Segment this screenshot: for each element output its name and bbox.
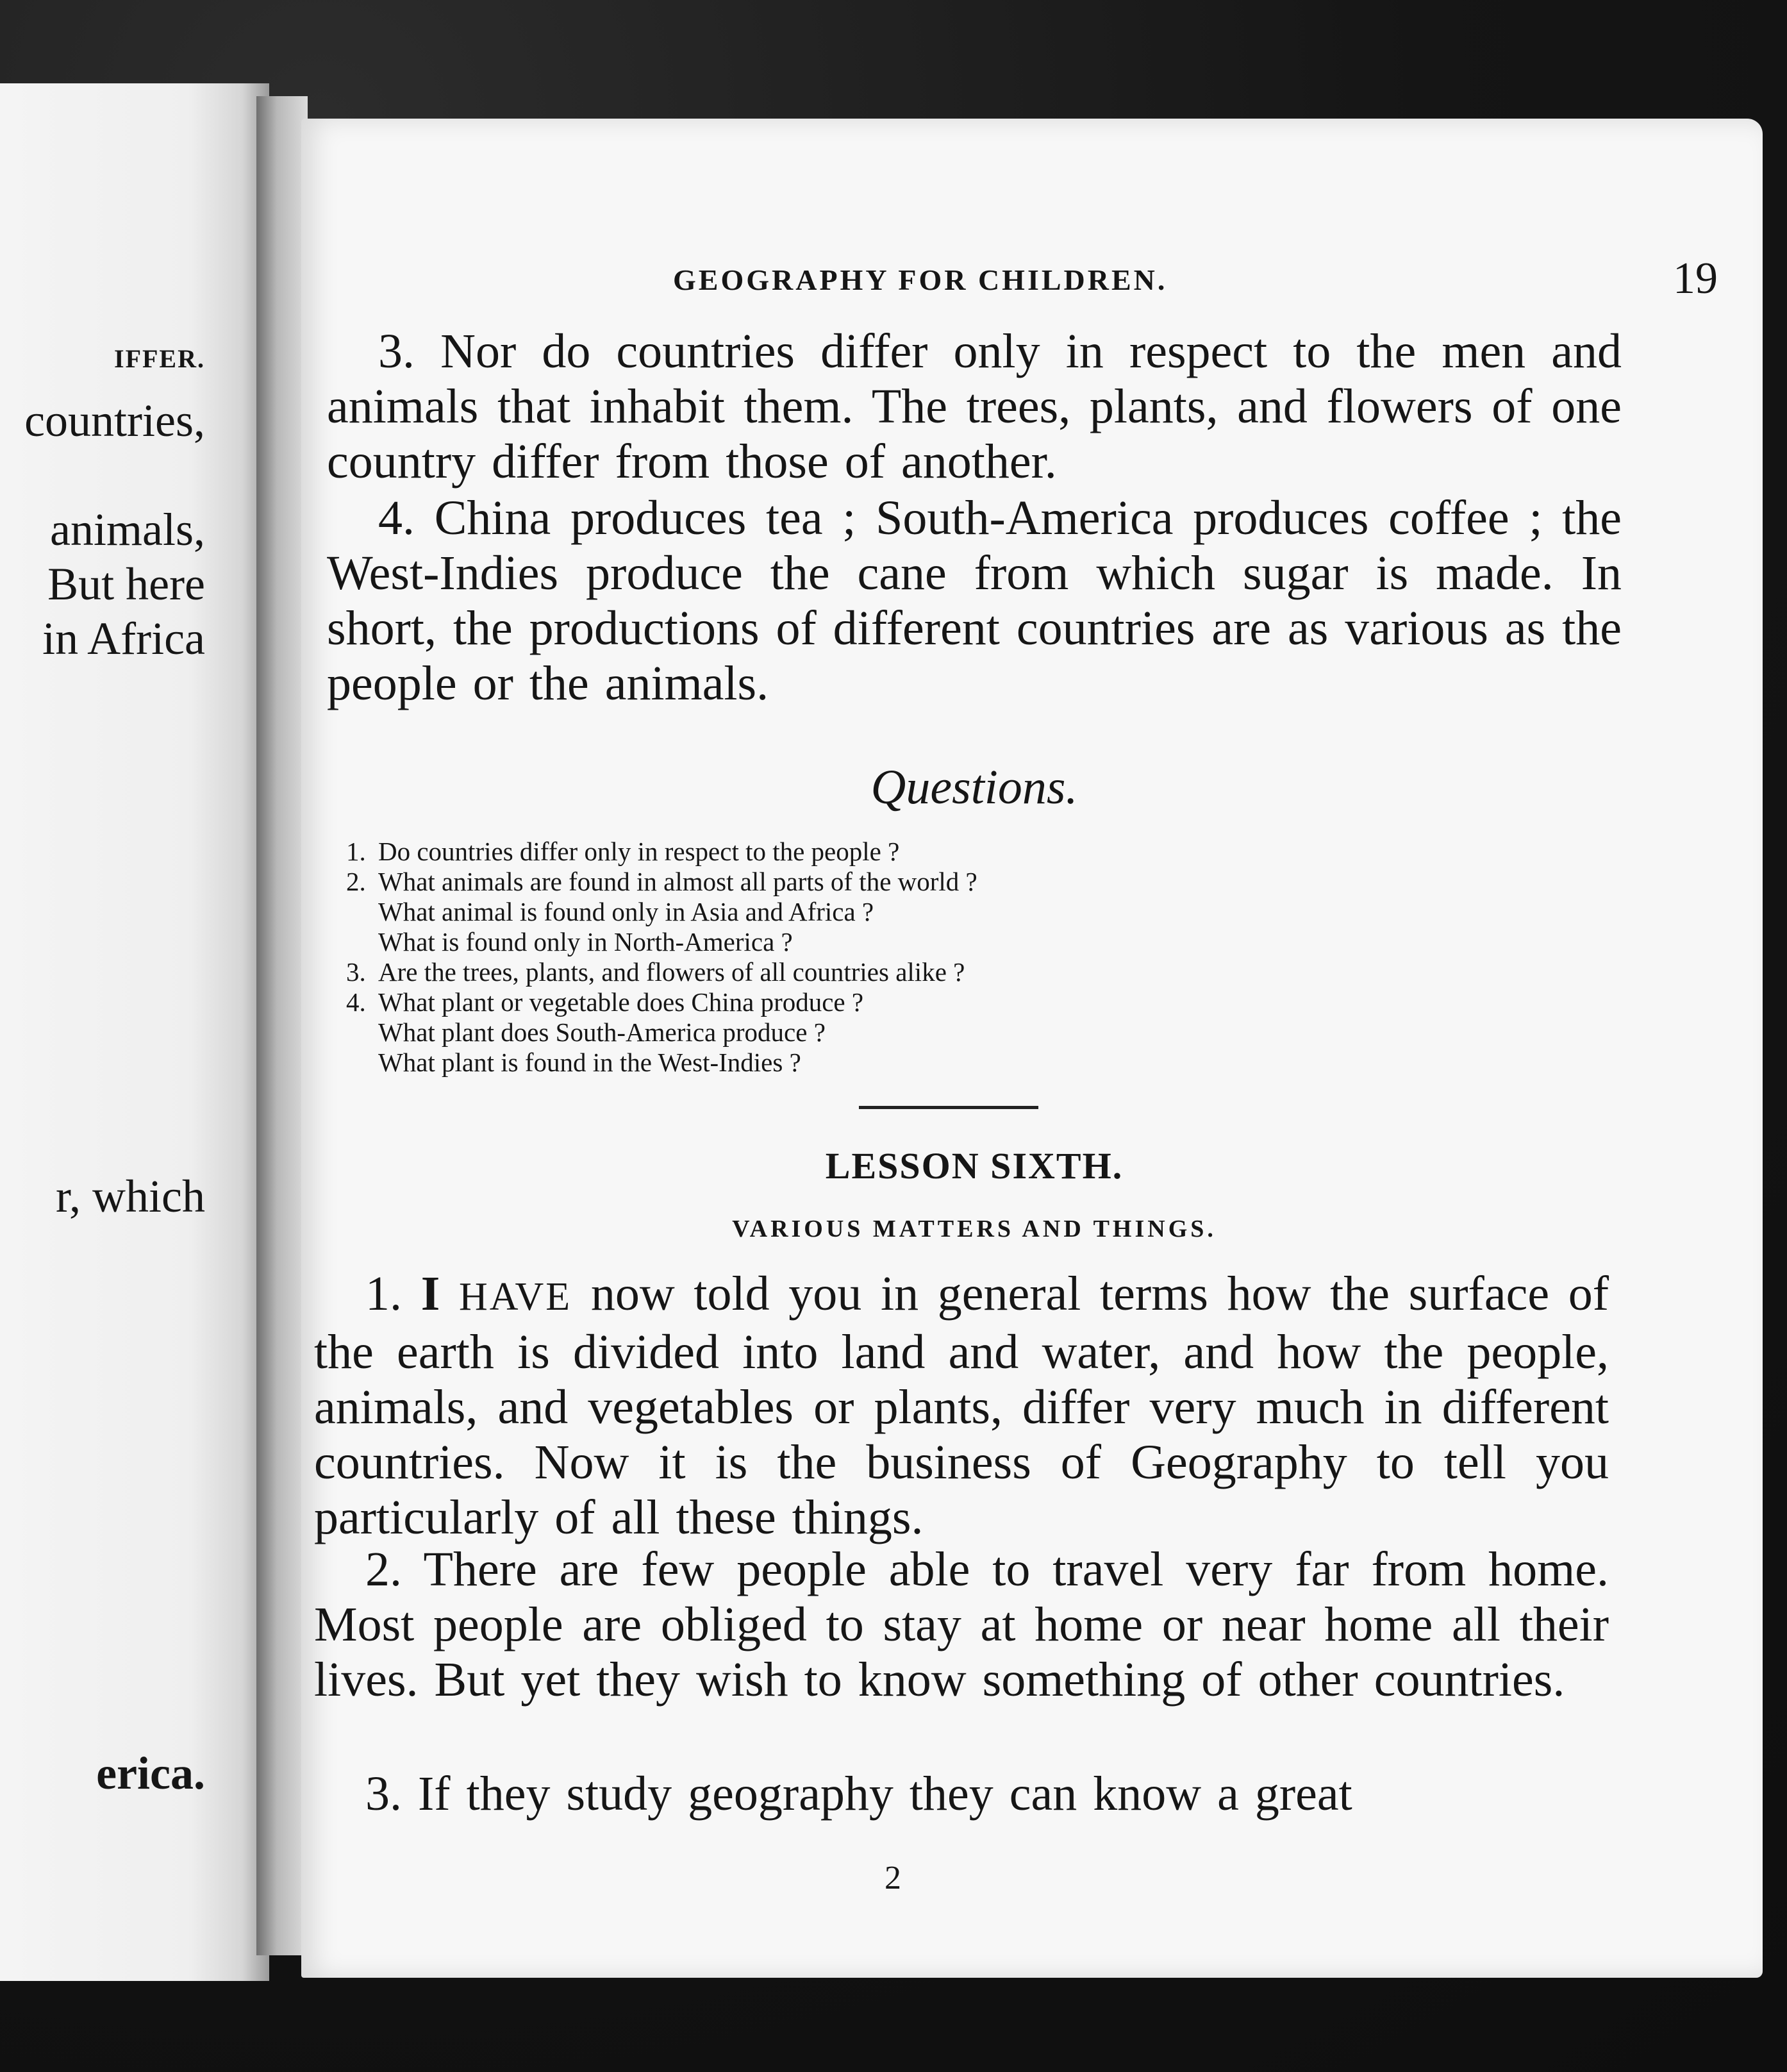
lesson-paragraph-1 [314, 1266, 1609, 1545]
book-gutter [256, 96, 308, 1955]
question-item [346, 957, 977, 987]
paragraph-initial: I [420, 1267, 440, 1321]
question-number: 3. [346, 957, 366, 987]
left-facing-page [0, 83, 269, 1981]
running-head: GEOGRAPHY FOR CHILDREN. [673, 263, 1168, 296]
question-text: Are the trees, plants, and flowers of all countries alike ? [378, 957, 965, 987]
questions-heading: Questions. [870, 760, 1078, 814]
paragraph-4: 4. China produces tea ; South-America produces coffee ; the West-Indies produce the cane from which sugar is made. In short, the productions of different countries are as various as the people or the animals. [327, 491, 1622, 710]
question-item [346, 987, 977, 1017]
question-item [346, 927, 977, 957]
question-text: What is found only in North-America ? [378, 927, 793, 957]
signature-mark: 2 [885, 1860, 901, 1896]
left-page-fragment: r, which [55, 1171, 205, 1222]
question-item [346, 897, 977, 927]
lesson-title: LESSON SIXTH. [825, 1145, 1124, 1187]
left-page-fragment: IFFER. [114, 344, 205, 373]
paragraph-text: now told you in general terms how the surface of the earth is divided into land and water, and how the people, animals, and vegetables or plants, differ very much in different countries. Now it is the business of Geography to tell you particularly of all these things. [314, 1267, 1609, 1544]
paragraph-number: 1. [365, 1267, 402, 1321]
question-text: What plant or vegetable does China produce ? [378, 987, 864, 1017]
lesson-paragraph-2: 2. There are few people able to travel very far from home. Most people are obliged to stay at home or near home all their lives. But yet they wish to know something of other countries. [314, 1542, 1609, 1707]
paragraph-3: 3. Nor do countries differ only in respect to the men and animals that inhabit them. The trees, plants, and flowers of one country differ from those of another. [327, 324, 1622, 489]
section-divider [859, 1106, 1038, 1109]
left-page-fragment: countries, [24, 395, 205, 446]
question-text: What plant is found in the West-Indies ? [378, 1048, 801, 1077]
lesson-paragraph-3: 3. If they study geography they can know a great [365, 1767, 1352, 1821]
question-item [346, 837, 977, 867]
paragraph-smallcaps: HAVE [458, 1275, 572, 1319]
question-text: What plant does South-America produce ? [378, 1017, 826, 1047]
left-page-fragment: in Africa [42, 613, 205, 664]
lesson-subtitle: VARIOUS MATTERS AND THINGS. [732, 1216, 1217, 1242]
questions-list [346, 837, 977, 1078]
question-item [346, 1048, 977, 1078]
question-text: What animals are found in almost all parts of the world ? [378, 867, 977, 896]
left-page-fragment: But here [47, 558, 205, 610]
question-item [346, 1017, 977, 1048]
question-number: 2. [346, 867, 366, 896]
page-number: 19 [1673, 254, 1718, 303]
left-page-fragment: erica. [96, 1748, 205, 1799]
left-page-fragment: animals, [50, 504, 205, 555]
question-text: Do countries differ only in respect to the people ? [378, 837, 900, 866]
question-text: What animal is found only in Asia and Africa ? [378, 897, 874, 926]
question-number: 4. [346, 987, 366, 1017]
right-page [301, 119, 1763, 1978]
question-item [346, 867, 977, 897]
question-number: 1. [346, 837, 366, 866]
